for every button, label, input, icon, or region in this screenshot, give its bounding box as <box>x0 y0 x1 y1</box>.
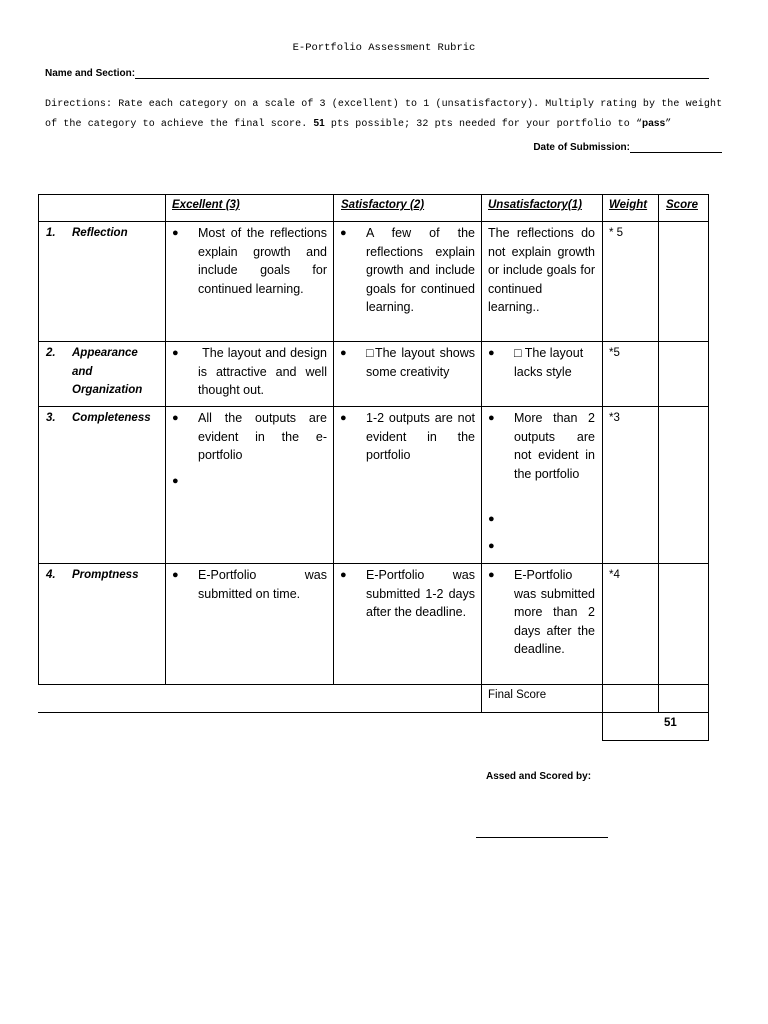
completeness-unsatisfactory: More than 2 outputs are not evident in the portfolio <box>514 411 595 481</box>
name-section-label: Name and Section: <box>45 68 136 79</box>
bullet-icon: ● <box>340 569 347 581</box>
promptness-weight: *4 <box>609 569 620 581</box>
reflection-satisfactory: A few of the reflections explain growth and include goals for continued learning. <box>366 226 475 314</box>
appearance-score[interactable] <box>659 342 708 406</box>
table-border <box>38 221 709 222</box>
criterion-reflection: Reflection <box>72 227 128 239</box>
final-score-weight-cell[interactable] <box>603 685 658 712</box>
table-border <box>38 712 709 713</box>
bullet-icon: ● <box>488 540 495 552</box>
points-possible: 51 <box>313 118 325 129</box>
promptness-satisfactory: E-Portfolio was submitted 1-2 days after the deadline. <box>366 568 475 619</box>
row-number: 3. <box>46 412 56 424</box>
appearance-weight: *5 <box>609 347 620 359</box>
table-border <box>38 341 709 342</box>
directions-line-1: Directions: Rate each category on a scale of 3 (excellent) to 1 (unsatisfactory). Multiply rating by the weight <box>45 99 723 110</box>
date-submission-label: Date of Submission: <box>533 142 630 153</box>
bullet-icon: ● <box>172 569 179 581</box>
bullet-icon: ● <box>172 475 179 487</box>
final-score-label: Final Score <box>488 689 547 701</box>
table-border <box>38 194 39 685</box>
document-title: E-Portfolio Assessment Rubric <box>292 42 476 54</box>
date-submission-blank[interactable] <box>630 142 722 153</box>
promptness-score[interactable] <box>659 564 708 684</box>
name-section-field[interactable] <box>45 68 709 79</box>
appearance-excellent: The layout and design is attractive and well thought out. <box>198 346 331 397</box>
completeness-excellent: All the outputs are evident in the e-portfolio <box>198 411 327 462</box>
promptness-excellent: E-Portfolio was submitted on time. <box>198 568 327 601</box>
criterion-completeness: Completeness <box>72 412 151 424</box>
table-border <box>38 563 709 564</box>
bullet-icon: ● <box>340 347 347 359</box>
criterion-promptness: Promptness <box>72 569 139 581</box>
header-score: Score <box>666 199 698 211</box>
directions-text <box>45 95 725 134</box>
promptness-unsatisfactory: E-Portfolio was submitted more than 2 days after the deadline. <box>514 568 595 656</box>
date-submission-field[interactable] <box>533 142 722 153</box>
appearance-unsatisfactory: □ The layout lacks style <box>514 346 584 379</box>
table-border <box>38 194 709 195</box>
reflection-unsatisfactory: The reflections do not explain growth or include goals for continued learning.. <box>488 226 595 314</box>
bullet-icon: ● <box>488 513 495 525</box>
reflection-score[interactable] <box>659 222 708 341</box>
bullet-icon: ● <box>340 412 347 424</box>
final-score-value-cell[interactable] <box>659 685 708 712</box>
appearance-satisfactory: □The layout shows some creativity <box>366 346 475 379</box>
bullet-icon: ● <box>340 227 347 239</box>
row-number: 1. <box>46 227 56 239</box>
table-border <box>708 194 709 741</box>
table-border <box>333 194 334 685</box>
completeness-weight: *3 <box>609 412 620 424</box>
criterion-appearance: Appearance and Organization <box>72 347 143 396</box>
directions-line-2: of the category to achieve the final score. 51 pts possible; 32 pts needed for your portfolio to “pass” <box>45 118 672 130</box>
table-border <box>602 194 603 741</box>
bullet-icon: ● <box>172 412 179 424</box>
bullet-icon: ● <box>172 227 179 239</box>
bullet-icon: ● <box>488 569 495 581</box>
assessed-label: Assed and Scored by: <box>486 771 592 782</box>
table-border <box>602 740 709 741</box>
total-points: 51 <box>664 717 677 729</box>
header-satisfactory: Satisfactory (2) <box>341 199 425 211</box>
reflection-excellent: Most of the reflections explain growth and include goals for continued learning. <box>198 226 327 296</box>
name-section-blank[interactable] <box>135 68 709 79</box>
bullet-icon: ● <box>488 347 495 359</box>
row-number: 4. <box>46 569 56 581</box>
signature-line[interactable] <box>476 836 608 838</box>
header-weight: Weight <box>609 199 648 211</box>
table-border <box>481 194 482 713</box>
bullet-icon: ● <box>488 412 495 424</box>
table-border <box>165 194 166 685</box>
table-border <box>38 406 709 407</box>
completeness-score[interactable] <box>659 407 708 563</box>
row-number: 2. <box>46 347 56 359</box>
pass-word: pass <box>642 118 666 129</box>
bullet-icon: ● <box>172 347 179 359</box>
completeness-satisfactory: 1-2 outputs are not evident in the portfolio <box>366 411 475 462</box>
header-unsatisfactory: Unsatisfactory(1) <box>488 199 582 211</box>
header-excellent: Excellent (3) <box>172 199 240 211</box>
reflection-weight: * 5 <box>609 227 624 239</box>
